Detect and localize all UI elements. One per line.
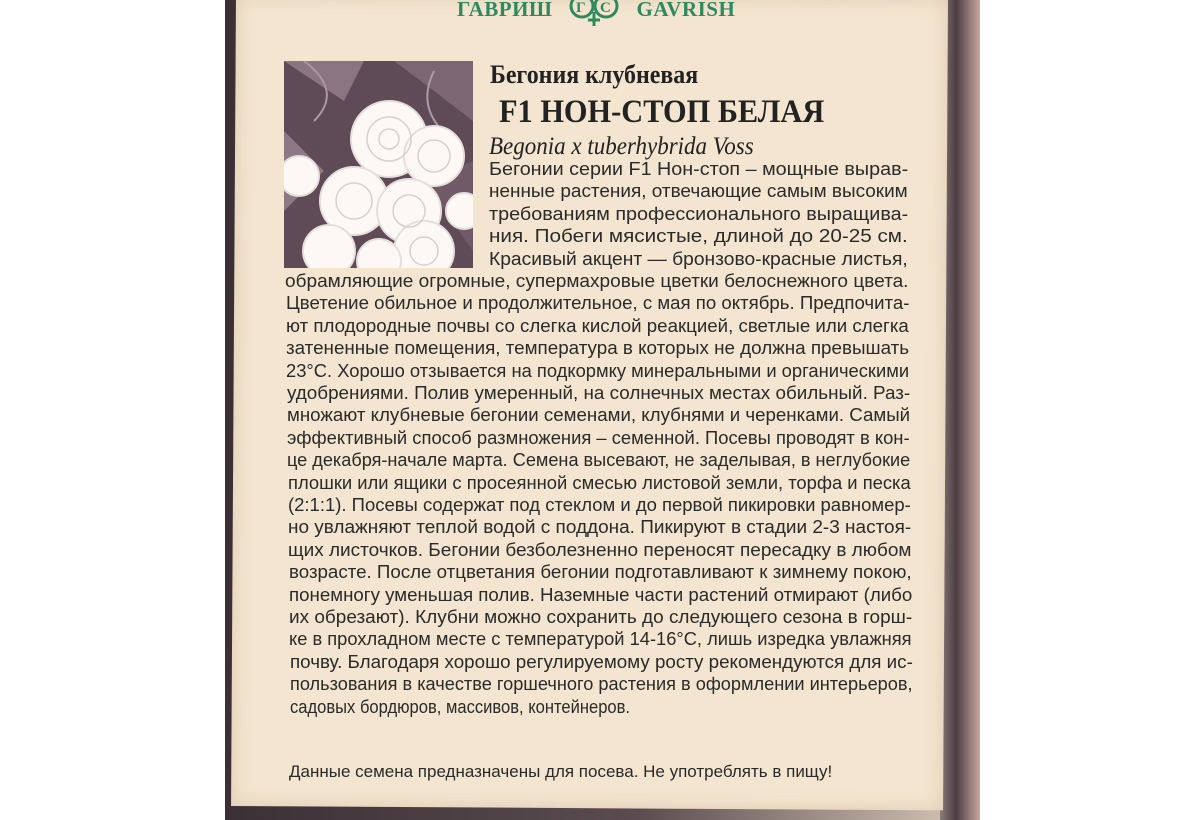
svg-text:Г: Г: [576, 0, 587, 16]
description-line: ния. Побеги мясистые, длиной до 20-25 см.: [489, 226, 908, 247]
description-line: Цветение обильное и продолжительное, с мая по октябрь. Предпочита-: [286, 293, 910, 314]
description-line: но увлажняют теплой водой с поддона. Пикируют в стадии 2-3 настоя-: [288, 517, 912, 538]
begonia-photo-illustration: [284, 61, 473, 268]
description-line: требованиям профессионального выращива-: [489, 203, 909, 224]
description-line: пользования в качестве горшечного растения в оформлении интерьеров,: [290, 674, 913, 695]
description-line: обрамляющие огромные, супермахровые цветки белоснежного цвета.: [285, 271, 909, 291]
description-line: возрасте. После отцветания бегонии подготавливают к зимнему покою,: [289, 562, 912, 583]
product-title-line2: F1 НОН-СТОП БЕЛАЯ: [499, 94, 825, 130]
description-line: ненные растения, отвечающие самым высоким: [489, 181, 908, 202]
brand-name-ru: ГАВРИШ: [457, 0, 553, 21]
description-line: затененные помещения, температура в которых не должна превышать: [286, 338, 910, 359]
description-line: эффективный способ размножения – семенной. Посевы проводят в кон-: [287, 427, 910, 448]
description-line: 23°С. Хорошо отзывается на подкормку минеральными и органическими: [286, 360, 910, 381]
description-line: садовых бордюров, массивов, контейнеров.: [290, 696, 631, 717]
product-title-line1: Бегония клубневая: [490, 60, 699, 89]
description-line: щих листочков. Бегонии безболезненно переносят пересадку в любом: [288, 539, 912, 560]
latin-name: Begonia x tuberhybrida Voss: [489, 133, 754, 160]
description-line: множают клубневые бегонии семенами, клубнями и черенками. Самый: [287, 405, 911, 426]
description-line: понемногу уменьшая полив. Наземные части растений отмирают (либо: [289, 584, 913, 605]
warning-text: Данные семена предназначены для посева. Не употреблять в пищу!: [289, 762, 833, 781]
gavrish-logo-icon: [558, 0, 630, 26]
description-line: це декабря-начале марта. Семена высевают, не заделывая, в неглубокие: [287, 450, 911, 471]
description-line: их обрезают). Клубни можно сохранить до следующего сезона в горш-: [289, 607, 913, 627]
description-line: Красивый акцент — бронзово-красные листья,: [489, 248, 908, 269]
description-line: удобрениями. Полив умеренный, на солнечных местах обильный. Раз-: [287, 383, 911, 403]
description-line: почву. Благодаря хорошо регулируемому росту рекомендуются для ис-: [290, 651, 913, 672]
description-line: Бегонии серии F1 Нон-стоп – мощные вырав-: [489, 159, 909, 179]
brand-header: [457, 0, 735, 26]
description-line: ют плодородные почвы со слегка кислой реакцией, светлые или слегка: [286, 315, 909, 336]
brand-name-en: GAVRISH: [636, 0, 736, 21]
product-photo: [284, 61, 473, 268]
description-line: ке в прохладном месте с температурой 14-16°С, лишь изредка увлажняя: [289, 629, 912, 650]
description-line: (2:1:1). Посевы содержат под стеклом и до первой пикировки равномер-: [288, 495, 911, 515]
svg-text:С: С: [600, 0, 612, 16]
description-line: плошки или ящики с просеянной смесью листовой земли, торфа и песка: [288, 472, 911, 493]
